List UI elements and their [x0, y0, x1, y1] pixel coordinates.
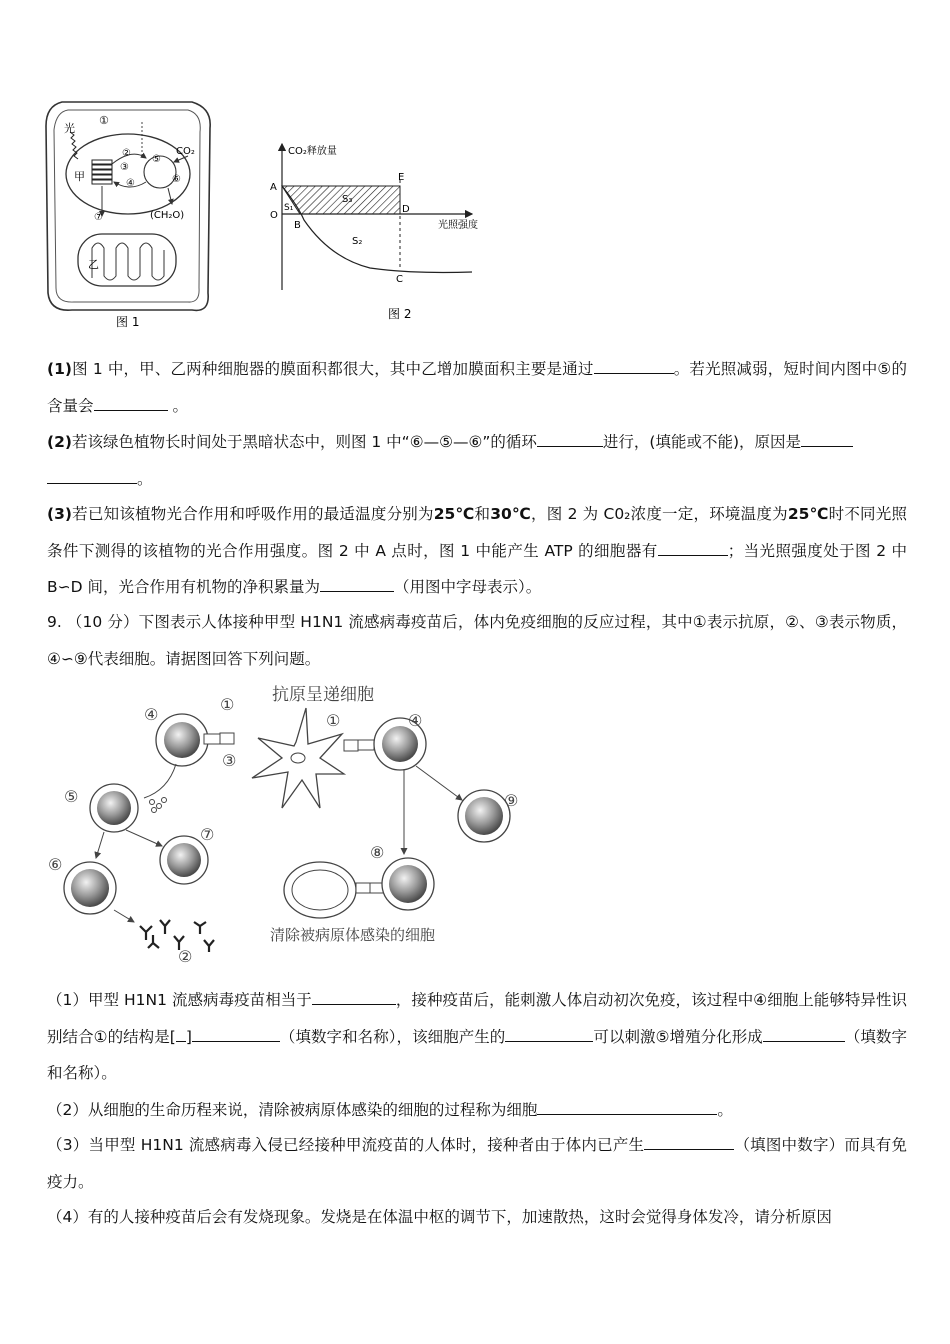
q8-part1 [47, 351, 907, 424]
label-n3: ③ [120, 162, 129, 173]
q8-part2-text1: 若该绿色植物长时间处于黑暗状态中，则图 1 中“⑥—⑤—⑥”的循环 [71, 433, 537, 451]
label-co2: CO₂ [176, 146, 195, 157]
q9-part1 [47, 982, 907, 1092]
antibodies-2 [140, 920, 214, 952]
point-a: A [270, 182, 277, 193]
q9-part2 [47, 1092, 907, 1129]
answer-blank[interactable] [505, 1025, 593, 1042]
temp-25: 25℃ [433, 505, 475, 523]
cell-6 [64, 862, 116, 914]
label-n1-left: ① [220, 695, 235, 714]
answer-blank[interactable] [312, 989, 396, 1006]
q9-number: 9. [47, 613, 62, 631]
q8-part1-num: (1) [47, 360, 72, 378]
q8-part1-text4: 。 [167, 396, 188, 415]
point-o: O [270, 210, 278, 221]
answer-blank[interactable] [94, 394, 168, 411]
q8-part2 [47, 424, 907, 497]
label-s3: S₃ [342, 194, 353, 205]
answer-blank[interactable] [658, 539, 728, 556]
label-n9: ⑨ [504, 791, 519, 810]
cell-9 [458, 790, 510, 842]
answer-blank[interactable] [644, 1134, 734, 1151]
answer-blank[interactable] [320, 576, 394, 593]
cell-5 [90, 784, 138, 832]
label-n1-right: ① [326, 711, 341, 730]
q8-part2-text2: 进行，(填能或不能)，原因是 [602, 433, 802, 451]
q8-part2-text3: 。 [137, 469, 153, 488]
q9-part4-num: （4） [47, 1208, 88, 1226]
cell-8 [382, 858, 434, 910]
label-n5: ⑤ [152, 154, 161, 165]
q9-part1-text1: 甲型 H1N1 流感病毒疫苗相当于 [87, 991, 312, 1009]
label-n7: ⑦ [200, 825, 215, 844]
label-yi: 乙 [88, 258, 99, 271]
q9-intro [47, 604, 907, 677]
answer-blank[interactable] [537, 1099, 717, 1116]
q9-part1-num: （1） [47, 991, 88, 1009]
figure-1-caption: 图 1 [116, 315, 140, 329]
q8-part2-num: (2) [47, 433, 72, 451]
q8-part1-text2: 。若光照减弱，短时间内图中 [673, 360, 878, 378]
label-n7: ⑦ [94, 212, 103, 223]
label-n6: ⑥ [48, 855, 63, 874]
temp-30: 30℃ [490, 505, 532, 523]
q9-part1-text5: （填数字和名称）。 [47, 1027, 907, 1082]
q8-part1-text1: 图 1 中，甲、乙两种细胞器的膜面积都很大，其中乙增加膜面积主要是通过 [71, 360, 594, 378]
answer-blank[interactable] [176, 1025, 186, 1042]
point-s1: S₁ [284, 203, 294, 213]
answer-blank[interactable] [537, 431, 603, 448]
q8-part3-text3: 时不同光照条件下测得的该植物的光合作用强度。图 2 中 A 点时，图 1 中能产生 ATP 的细胞器有 [47, 505, 907, 560]
q9-part3-text1: 当甲型 H1N1 流感病毒入侵已经接种甲流疫苗的人体时，接种者由于体内已产生 [88, 1136, 645, 1154]
q9-part1-text4: 可以刺激⑤增殖分化形成 [593, 1027, 763, 1046]
answer-blank[interactable] [801, 431, 853, 448]
area-s3 [282, 186, 400, 214]
label-n4-right: ④ [408, 711, 423, 730]
point-e: E [398, 172, 405, 183]
q9-part2-text2: 。 [717, 1101, 733, 1119]
grana-stack [92, 160, 112, 184]
label-n4: ④ [126, 178, 135, 189]
label-n5: ⑤ [64, 787, 79, 806]
lymphokine-dots [150, 798, 167, 813]
label-s2: S₂ [352, 236, 363, 247]
q8-part3-text2: ，图 2 为 C0₂浓度一定，环境温度为 [531, 505, 788, 523]
receptor-3 [204, 734, 220, 744]
label-apc: 抗原呈递细胞 [272, 685, 374, 705]
q9-part2-num: （2） [47, 1101, 88, 1119]
q9-score: （10 分） [66, 613, 139, 631]
label-ch2o: (CH₂O) [150, 210, 185, 221]
antigen-1-left [220, 733, 234, 744]
cell-4-left [156, 714, 208, 766]
figure-2-caption: 图 2 [388, 307, 412, 321]
q8-part3-text4: ；当光照强度处于图 2 中 B∽D 间，光合作用有机物的净积累量为 [47, 541, 908, 596]
q8-part3 [47, 496, 907, 606]
label-n8: ⑧ [370, 843, 385, 862]
answer-blank[interactable] [192, 1025, 280, 1042]
q9-part4 [47, 1199, 907, 1236]
label-n2: ② [178, 947, 193, 966]
q8-part1-text3: ⑤的含量会 [47, 360, 907, 415]
figure-1-plant-cell [42, 98, 242, 333]
label-n1: ① [99, 114, 109, 127]
point-d: D [402, 204, 410, 215]
cell-membrane [54, 110, 200, 302]
q8-part3-num: (3) [47, 505, 72, 523]
q9-part3-text2: （填图中数字）而具有免疫力。 [47, 1136, 907, 1191]
answer-blank[interactable] [594, 358, 674, 375]
answer-blank[interactable] [763, 1025, 845, 1042]
label-n2: ② [122, 148, 131, 159]
q8-part3-and: 和 [474, 505, 491, 523]
y-label: CO₂释放量 [288, 146, 337, 157]
q8-part3-text1: 若已知该植物光合作用和呼吸作用的最适温度分别为 [71, 505, 434, 523]
q9-part2-text1: 从细胞的生命历程来说，清除被病原体感染的细胞的过程称为细胞 [87, 1101, 538, 1119]
receptor-right [358, 740, 374, 750]
q9-part1-text2: ，接种疫苗后，能刺激人体启动初次免疫，该过程中④细胞上能够特异性识别结合①的结构是[ [47, 991, 907, 1046]
answer-blank[interactable] [47, 467, 137, 484]
q9-part3 [47, 1127, 907, 1200]
q9-part1-text3: （填数字和名称），该细胞产生的 [279, 1027, 506, 1046]
label-n6: ⑥ [172, 174, 181, 185]
antigen-1-right [344, 740, 358, 751]
point-b: B [294, 220, 301, 231]
q9-intro-text: 下图表示人体接种甲型 H1N1 流感病毒疫苗后，体内免疫细胞的反应过程，其中①表示抗原，②、③表示物质，④∽⑨代表细胞。请据图回答下列问题。 [47, 613, 907, 668]
q9-part1-bracket: ] [185, 1027, 192, 1046]
point-c: C [396, 274, 403, 285]
figure-2-graph [262, 140, 492, 325]
q9-part3-num: （3） [47, 1136, 89, 1154]
temp-25b: 25℃ [787, 505, 829, 523]
label-clear-infected: 清除被病原体感染的细胞 [270, 926, 436, 944]
label-jia: 甲 [74, 170, 85, 183]
label-n4-left: ④ [144, 705, 159, 724]
x-label: 光照强度 [438, 220, 478, 231]
q9-part4-text1: 有的人接种疫苗后会有发烧现象。发烧是在体温中枢的调节下，加速散热，这时会觉得身体发冷，请分析原因 [87, 1208, 832, 1226]
label-light: 光 [64, 122, 75, 135]
figure-immune-response [44, 678, 544, 968]
cristae [92, 243, 164, 280]
label-n3: ③ [222, 751, 237, 770]
q8-part3-text5: （用图中字母表示）。 [393, 578, 542, 596]
